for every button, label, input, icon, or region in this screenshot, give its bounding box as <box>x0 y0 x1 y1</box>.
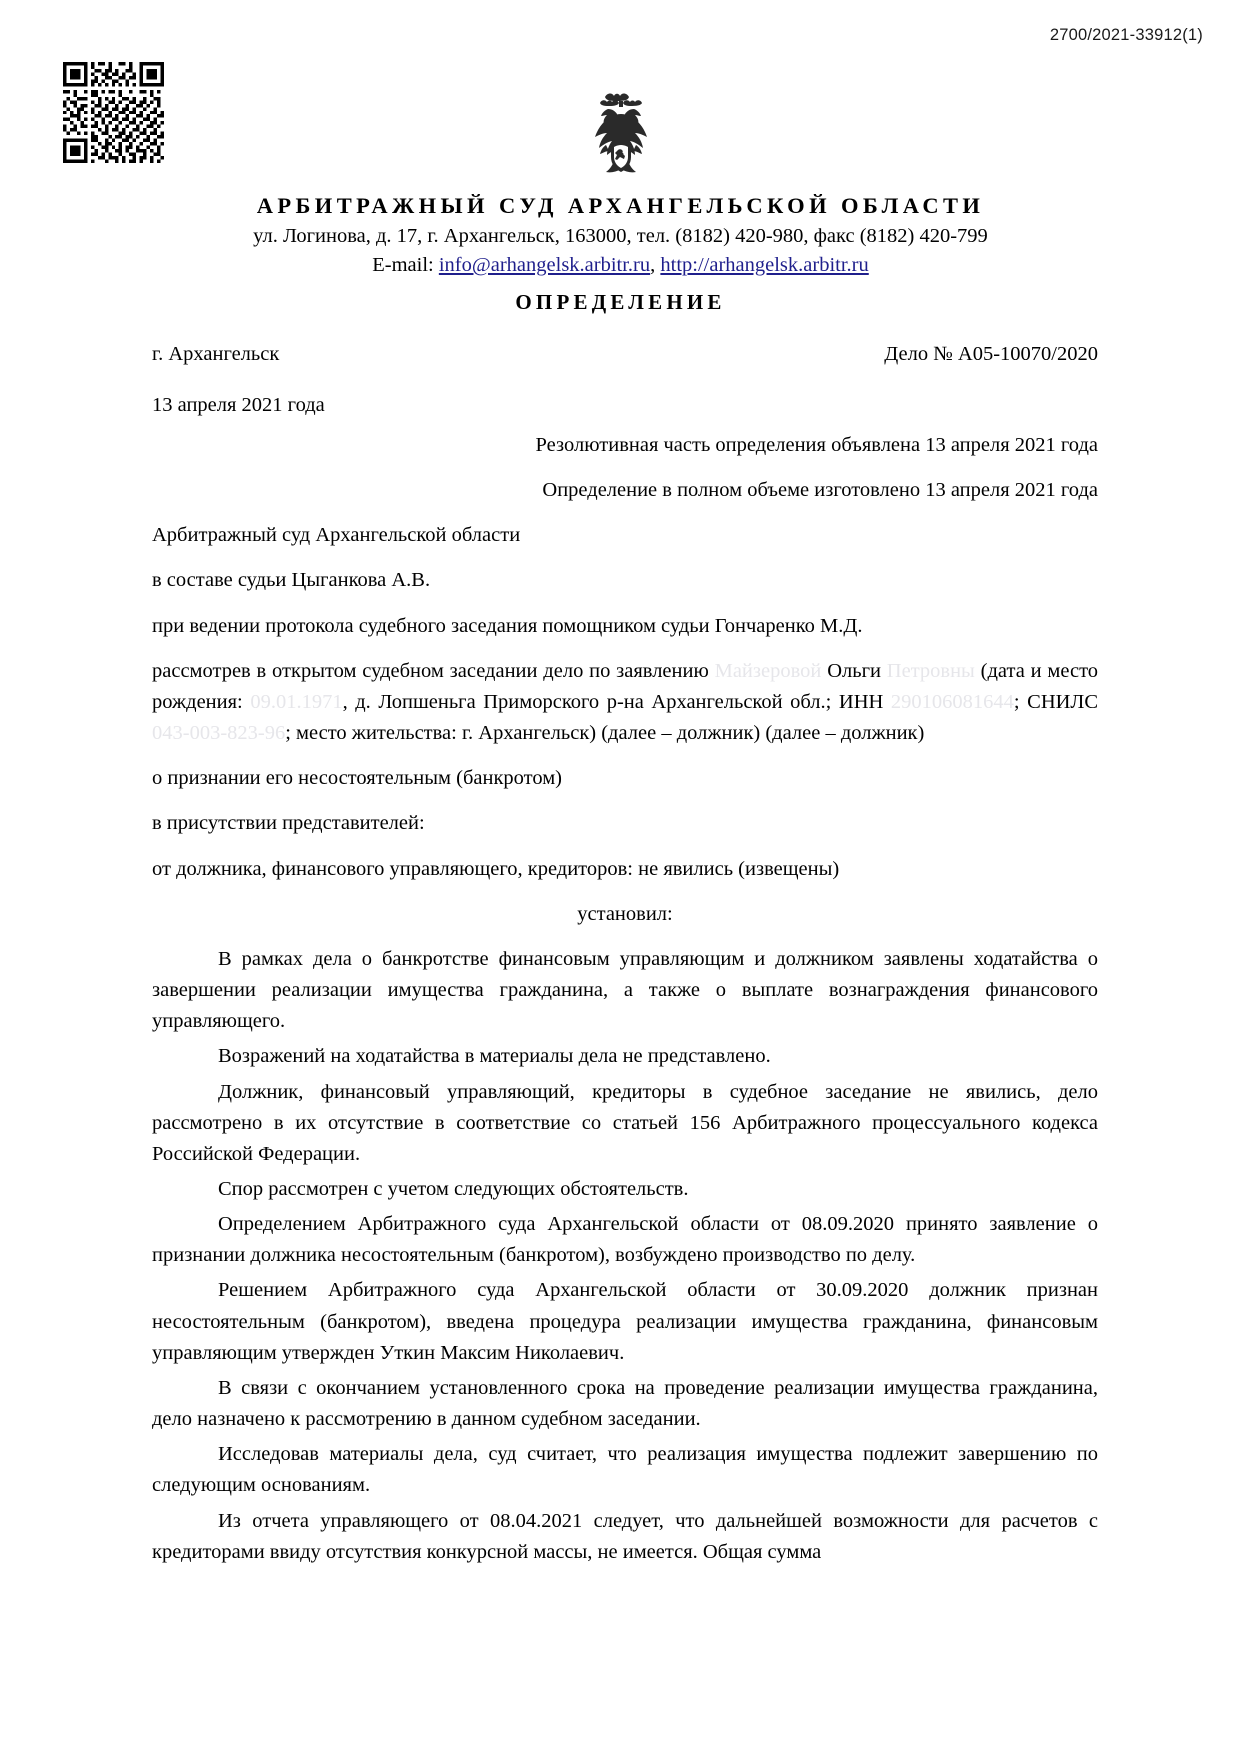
document-stamp-number: 2700/2021-33912(1) <box>1049 26 1203 44</box>
debtor-surname-redacted: Майзеровой <box>714 659 822 682</box>
representatives-line: от должника, финансового управляющего, кредиторов: не явились (извещены) <box>152 857 840 880</box>
email-label: E-mail: <box>372 253 434 276</box>
findings-paragraph: В рамках дела о банкротстве финансовым управляющим и должником заявлены ходатайства о завершении реализации имущества гражданина, а также о выплате вознаграждения финансового управляющего. <box>152 947 1098 1033</box>
debtor-birth-place: , д. Лопшеньга Приморского р-на Архангельской обл.; ИНН <box>342 690 891 713</box>
findings-paragraph: Спор рассмотрен с учетом следующих обстоятельств. <box>218 1177 689 1200</box>
debtor-identification <box>152 656 1098 749</box>
qr-code <box>63 62 164 163</box>
debtor-residence: ; место жительства: г. Архангельск) (далее – должник) (далее – должник) <box>285 722 925 745</box>
resolution-announced-line: Резолютивная часть определения объявлена 13 апреля 2021 года <box>535 434 1098 456</box>
snils-label: ; СНИЛС <box>1013 690 1099 713</box>
debtor-inn-redacted: 290106081644 <box>890 690 1014 713</box>
case-review-prefix: рассмотрев в открытом судебном заседании дело по заявлению <box>152 659 715 682</box>
document-body <box>152 430 1098 1572</box>
court-contacts <box>100 252 1141 280</box>
findings-heading: установил: <box>577 902 673 925</box>
debtor-first-name: Ольги <box>827 659 881 682</box>
court-name: АРБИТРАЖНЫЙ СУД АРХАНГЕЛЬСКОЙ ОБЛАСТИ <box>256 193 985 218</box>
findings-paragraph: Исследовав материалы дела, суд считает, что реализация имущества подлежит завершению по следующим основаниям. <box>152 1443 1098 1497</box>
judge-line: в составе судьи Цыганкова А.В. <box>152 569 431 592</box>
debtor-birth-date-redacted: 09.01.1971 <box>250 690 343 713</box>
issue-date: 13 апреля 2021 года <box>152 394 325 416</box>
findings-paragraph: В связи с окончанием установленного срока на проведение реализации имущества гражданина, дело назначено к рассмотрению в данном судебном заседании. <box>152 1376 1098 1431</box>
findings-paragraph: Определением Арбитражного суда Архангельской области от 08.09.2020 принято заявление о признании должника несостоятельным (банкротом), возбуждено производство по делу. <box>152 1213 1098 1267</box>
debtor-patronymic-redacted: Петровны <box>886 659 975 682</box>
email-link[interactable]: info@arhangelsk.arbitr.ru <box>438 253 651 276</box>
case-number: Дело № А05-10070/2020 <box>884 343 1098 365</box>
website-link[interactable]: http://arhangelsk.arbitr.ru <box>660 253 869 276</box>
contacts-separator: , <box>650 253 656 276</box>
case-header-row <box>152 343 1098 366</box>
clerk-line: при ведении протокола судебного заседания помощником судьи Гончаренко М.Д. <box>152 614 863 637</box>
full-text-made-line: Определение в полном объеме изготовлено 13 апреля 2021 года <box>542 479 1098 502</box>
court-line: Арбитражный суд Архангельской области <box>152 524 521 547</box>
findings-paragraph: Решением Арбитражного суда Архангельской области от 30.09.2020 должник признан несостоятельным (банкротом), введена процедура реализации имущества гражданина, финансовым управляющим утвержден Уткин Максим Николаевич. <box>152 1279 1098 1364</box>
page-title: ОПРЕДЕЛЕНИЕ <box>515 290 726 314</box>
findings-paragraph: Возражений на ходатайства в материалы дела не представлено. <box>218 1045 771 1068</box>
russian-coat-of-arms <box>576 84 666 176</box>
court-address: ул. Логинова, д. 17, г. Архангельск, 163000, тел. (8182) 420-980, факс (8182) 420-799 <box>253 225 988 248</box>
case-subject: о признании его несостоятельным (банкротом) <box>152 767 562 790</box>
birth-label: (дата и место рождения: <box>152 659 1099 713</box>
city-label: г. Архангельск <box>152 343 280 365</box>
findings-paragraph: Должник, финансовый управляющий, кредиторы в судебное заседание не явились, дело рассмотрено в их отсутствие в соответствие со статьей 156 Арбитражного процессуального кодекса Российской Федерации. <box>152 1080 1098 1165</box>
representatives-label: в присутствии представителей: <box>152 812 425 835</box>
findings-paragraph: Из отчета управляющего от 08.04.2021 следует, что дальнейшей возможности для расчетов с кредиторами ввиду отсутствия конкурсной массы, не имеется. Общая сумма <box>152 1509 1098 1563</box>
letterhead <box>100 192 1141 279</box>
debtor-snils-redacted: 043-003-823-96 <box>152 722 286 745</box>
